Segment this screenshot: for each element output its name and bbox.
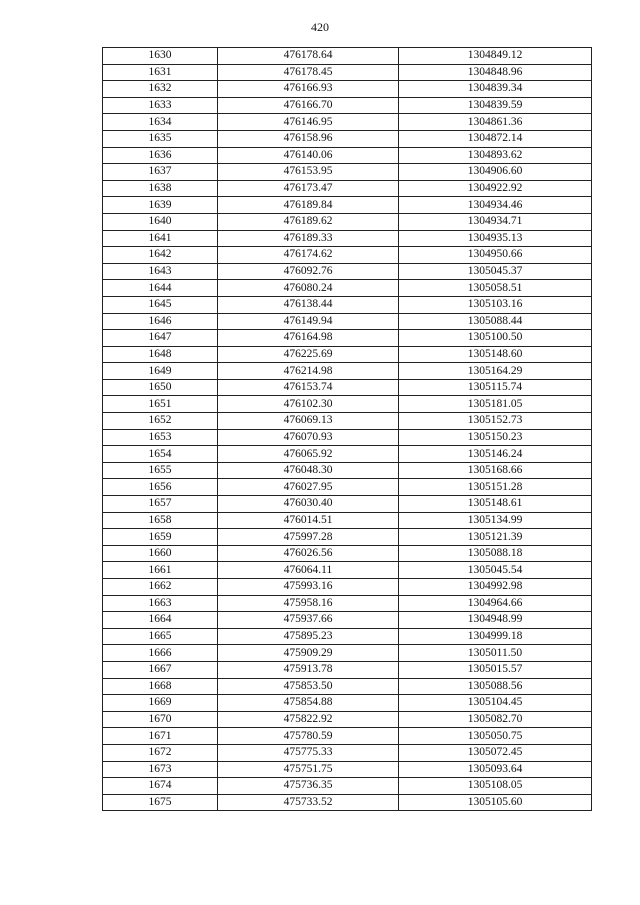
table-row bbox=[103, 711, 592, 728]
point-number-cell: 1668 bbox=[103, 678, 218, 695]
table-row bbox=[103, 446, 592, 463]
x-coordinate-cell: 476178.45 bbox=[218, 64, 399, 81]
x-coordinate-cell: 475958.16 bbox=[218, 595, 399, 612]
table-row bbox=[103, 164, 592, 181]
table-row bbox=[103, 429, 592, 446]
x-coordinate-cell: 476048.30 bbox=[218, 462, 399, 479]
table-row bbox=[103, 379, 592, 396]
y-coordinate-cell: 1305088.44 bbox=[399, 313, 592, 330]
table-row bbox=[103, 48, 592, 65]
x-coordinate-cell: 475736.35 bbox=[218, 778, 399, 795]
table-row bbox=[103, 462, 592, 479]
table-row bbox=[103, 595, 592, 612]
y-coordinate-cell: 1305108.05 bbox=[399, 778, 592, 795]
y-coordinate-cell: 1305015.57 bbox=[399, 661, 592, 678]
y-coordinate-cell: 1305134.99 bbox=[399, 512, 592, 529]
y-coordinate-cell: 1304935.13 bbox=[399, 230, 592, 247]
point-number-cell: 1654 bbox=[103, 446, 218, 463]
x-coordinate-cell: 476014.51 bbox=[218, 512, 399, 529]
table-row bbox=[103, 313, 592, 330]
x-coordinate-cell: 475853.50 bbox=[218, 678, 399, 695]
y-coordinate-cell: 1305093.64 bbox=[399, 761, 592, 778]
table-row bbox=[103, 396, 592, 413]
point-number-cell: 1659 bbox=[103, 529, 218, 546]
y-coordinate-cell: 1304964.66 bbox=[399, 595, 592, 612]
x-coordinate-cell: 475937.66 bbox=[218, 612, 399, 629]
table-row bbox=[103, 661, 592, 678]
y-coordinate-cell: 1305103.16 bbox=[399, 296, 592, 313]
table-row bbox=[103, 678, 592, 695]
x-coordinate-cell: 475895.23 bbox=[218, 628, 399, 645]
y-coordinate-cell: 1305168.66 bbox=[399, 462, 592, 479]
y-coordinate-cell: 1305072.45 bbox=[399, 744, 592, 761]
table-row bbox=[103, 363, 592, 380]
point-number-cell: 1666 bbox=[103, 645, 218, 662]
coordinates-table bbox=[102, 47, 592, 811]
table-row bbox=[103, 628, 592, 645]
table-row bbox=[103, 97, 592, 114]
table-row bbox=[103, 114, 592, 131]
x-coordinate-cell: 476225.69 bbox=[218, 346, 399, 363]
table-row bbox=[103, 213, 592, 230]
y-coordinate-cell: 1305152.73 bbox=[399, 413, 592, 430]
x-coordinate-cell: 475751.75 bbox=[218, 761, 399, 778]
table-row bbox=[103, 263, 592, 280]
point-number-cell: 1644 bbox=[103, 280, 218, 297]
x-coordinate-cell: 475780.59 bbox=[218, 728, 399, 745]
point-number-cell: 1663 bbox=[103, 595, 218, 612]
x-coordinate-cell: 475993.16 bbox=[218, 579, 399, 596]
y-coordinate-cell: 1304948.99 bbox=[399, 612, 592, 629]
x-coordinate-cell: 476140.06 bbox=[218, 147, 399, 164]
table-row bbox=[103, 496, 592, 513]
x-coordinate-cell: 476069.13 bbox=[218, 413, 399, 430]
point-number-cell: 1632 bbox=[103, 81, 218, 98]
y-coordinate-cell: 1304906.60 bbox=[399, 164, 592, 181]
point-number-cell: 1630 bbox=[103, 48, 218, 65]
table-row bbox=[103, 413, 592, 430]
table-row bbox=[103, 180, 592, 197]
y-coordinate-cell: 1305115.74 bbox=[399, 379, 592, 396]
table-row bbox=[103, 529, 592, 546]
x-coordinate-cell: 476138.44 bbox=[218, 296, 399, 313]
x-coordinate-cell: 476166.93 bbox=[218, 81, 399, 98]
x-coordinate-cell: 475854.88 bbox=[218, 695, 399, 712]
x-coordinate-cell: 476149.94 bbox=[218, 313, 399, 330]
y-coordinate-cell: 1305011.50 bbox=[399, 645, 592, 662]
x-coordinate-cell: 476164.98 bbox=[218, 330, 399, 347]
point-number-cell: 1650 bbox=[103, 379, 218, 396]
point-number-cell: 1635 bbox=[103, 130, 218, 147]
table-row bbox=[103, 479, 592, 496]
table-row bbox=[103, 744, 592, 761]
y-coordinate-cell: 1305105.60 bbox=[399, 794, 592, 811]
table-row bbox=[103, 761, 592, 778]
table-row bbox=[103, 794, 592, 811]
point-number-cell: 1665 bbox=[103, 628, 218, 645]
point-number-cell: 1664 bbox=[103, 612, 218, 629]
table-row bbox=[103, 230, 592, 247]
x-coordinate-cell: 476166.70 bbox=[218, 97, 399, 114]
x-coordinate-cell: 476080.24 bbox=[218, 280, 399, 297]
y-coordinate-cell: 1305045.37 bbox=[399, 263, 592, 280]
x-coordinate-cell: 476189.33 bbox=[218, 230, 399, 247]
y-coordinate-cell: 1304999.18 bbox=[399, 628, 592, 645]
point-number-cell: 1648 bbox=[103, 346, 218, 363]
point-number-cell: 1667 bbox=[103, 661, 218, 678]
point-number-cell: 1636 bbox=[103, 147, 218, 164]
y-coordinate-cell: 1305082.70 bbox=[399, 711, 592, 728]
table-row bbox=[103, 330, 592, 347]
x-coordinate-cell: 475909.29 bbox=[218, 645, 399, 662]
point-number-cell: 1638 bbox=[103, 180, 218, 197]
point-number-cell: 1639 bbox=[103, 197, 218, 214]
table-row bbox=[103, 695, 592, 712]
table-row bbox=[103, 562, 592, 579]
x-coordinate-cell: 476173.47 bbox=[218, 180, 399, 197]
point-number-cell: 1647 bbox=[103, 330, 218, 347]
x-coordinate-cell: 476026.56 bbox=[218, 545, 399, 562]
point-number-cell: 1656 bbox=[103, 479, 218, 496]
table-row bbox=[103, 147, 592, 164]
point-number-cell: 1670 bbox=[103, 711, 218, 728]
point-number-cell: 1637 bbox=[103, 164, 218, 181]
y-coordinate-cell: 1304872.14 bbox=[399, 130, 592, 147]
y-coordinate-cell: 1305100.50 bbox=[399, 330, 592, 347]
point-number-cell: 1658 bbox=[103, 512, 218, 529]
x-coordinate-cell: 476092.76 bbox=[218, 263, 399, 280]
y-coordinate-cell: 1305150.23 bbox=[399, 429, 592, 446]
y-coordinate-cell: 1304848.96 bbox=[399, 64, 592, 81]
y-coordinate-cell: 1304893.62 bbox=[399, 147, 592, 164]
x-coordinate-cell: 476030.40 bbox=[218, 496, 399, 513]
point-number-cell: 1634 bbox=[103, 114, 218, 131]
x-coordinate-cell: 476158.96 bbox=[218, 130, 399, 147]
point-number-cell: 1653 bbox=[103, 429, 218, 446]
y-coordinate-cell: 1305045.54 bbox=[399, 562, 592, 579]
table-row bbox=[103, 280, 592, 297]
point-number-cell: 1669 bbox=[103, 695, 218, 712]
y-coordinate-cell: 1305146.24 bbox=[399, 446, 592, 463]
point-number-cell: 1633 bbox=[103, 97, 218, 114]
point-number-cell: 1651 bbox=[103, 396, 218, 413]
table-row bbox=[103, 130, 592, 147]
point-number-cell: 1645 bbox=[103, 296, 218, 313]
x-coordinate-cell: 476102.30 bbox=[218, 396, 399, 413]
table-row bbox=[103, 247, 592, 264]
y-coordinate-cell: 1305088.18 bbox=[399, 545, 592, 562]
y-coordinate-cell: 1305050.75 bbox=[399, 728, 592, 745]
table-row bbox=[103, 296, 592, 313]
point-number-cell: 1652 bbox=[103, 413, 218, 430]
table-row bbox=[103, 512, 592, 529]
table-row bbox=[103, 346, 592, 363]
point-number-cell: 1671 bbox=[103, 728, 218, 745]
x-coordinate-cell: 476146.95 bbox=[218, 114, 399, 131]
table-row bbox=[103, 197, 592, 214]
table-row bbox=[103, 612, 592, 629]
y-coordinate-cell: 1304839.59 bbox=[399, 97, 592, 114]
x-coordinate-cell: 476153.95 bbox=[218, 164, 399, 181]
point-number-cell: 1657 bbox=[103, 496, 218, 513]
x-coordinate-cell: 476065.92 bbox=[218, 446, 399, 463]
y-coordinate-cell: 1305121.39 bbox=[399, 529, 592, 546]
point-number-cell: 1674 bbox=[103, 778, 218, 795]
y-coordinate-cell: 1304839.34 bbox=[399, 81, 592, 98]
point-number-cell: 1646 bbox=[103, 313, 218, 330]
y-coordinate-cell: 1304950.66 bbox=[399, 247, 592, 264]
y-coordinate-cell: 1305148.60 bbox=[399, 346, 592, 363]
point-number-cell: 1661 bbox=[103, 562, 218, 579]
point-number-cell: 1660 bbox=[103, 545, 218, 562]
x-coordinate-cell: 476214.98 bbox=[218, 363, 399, 380]
point-number-cell: 1673 bbox=[103, 761, 218, 778]
y-coordinate-cell: 1305164.29 bbox=[399, 363, 592, 380]
x-coordinate-cell: 476178.64 bbox=[218, 48, 399, 65]
x-coordinate-cell: 476153.74 bbox=[218, 379, 399, 396]
point-number-cell: 1643 bbox=[103, 263, 218, 280]
y-coordinate-cell: 1305088.56 bbox=[399, 678, 592, 695]
y-coordinate-cell: 1305148.61 bbox=[399, 496, 592, 513]
point-number-cell: 1640 bbox=[103, 213, 218, 230]
point-number-cell: 1649 bbox=[103, 363, 218, 380]
y-coordinate-cell: 1305104.45 bbox=[399, 695, 592, 712]
table-row bbox=[103, 645, 592, 662]
point-number-cell: 1642 bbox=[103, 247, 218, 264]
y-coordinate-cell: 1304849.12 bbox=[399, 48, 592, 65]
y-coordinate-cell: 1304934.46 bbox=[399, 197, 592, 214]
x-coordinate-cell: 476189.62 bbox=[218, 213, 399, 230]
table-row bbox=[103, 778, 592, 795]
x-coordinate-cell: 475775.33 bbox=[218, 744, 399, 761]
page-number: 420 bbox=[311, 20, 329, 34]
point-number-cell: 1675 bbox=[103, 794, 218, 811]
point-number-cell: 1662 bbox=[103, 579, 218, 596]
x-coordinate-cell: 475997.28 bbox=[218, 529, 399, 546]
table-row bbox=[103, 64, 592, 81]
point-number-cell: 1631 bbox=[103, 64, 218, 81]
y-coordinate-cell: 1304922.92 bbox=[399, 180, 592, 197]
x-coordinate-cell: 476027.95 bbox=[218, 479, 399, 496]
table-row bbox=[103, 545, 592, 562]
x-coordinate-cell: 476174.62 bbox=[218, 247, 399, 264]
y-coordinate-cell: 1305151.28 bbox=[399, 479, 592, 496]
y-coordinate-cell: 1305181.05 bbox=[399, 396, 592, 413]
point-number-cell: 1672 bbox=[103, 744, 218, 761]
y-coordinate-cell: 1304934.71 bbox=[399, 213, 592, 230]
y-coordinate-cell: 1304861.36 bbox=[399, 114, 592, 131]
y-coordinate-cell: 1304992.98 bbox=[399, 579, 592, 596]
x-coordinate-cell: 475822.92 bbox=[218, 711, 399, 728]
table-row bbox=[103, 81, 592, 98]
y-coordinate-cell: 1305058.51 bbox=[399, 280, 592, 297]
x-coordinate-cell: 476070.93 bbox=[218, 429, 399, 446]
point-number-cell: 1655 bbox=[103, 462, 218, 479]
x-coordinate-cell: 475733.52 bbox=[218, 794, 399, 811]
table-row bbox=[103, 728, 592, 745]
x-coordinate-cell: 476064.11 bbox=[218, 562, 399, 579]
table-row bbox=[103, 579, 592, 596]
x-coordinate-cell: 475913.78 bbox=[218, 661, 399, 678]
coordinates-table-body bbox=[103, 48, 592, 811]
x-coordinate-cell: 476189.84 bbox=[218, 197, 399, 214]
point-number-cell: 1641 bbox=[103, 230, 218, 247]
